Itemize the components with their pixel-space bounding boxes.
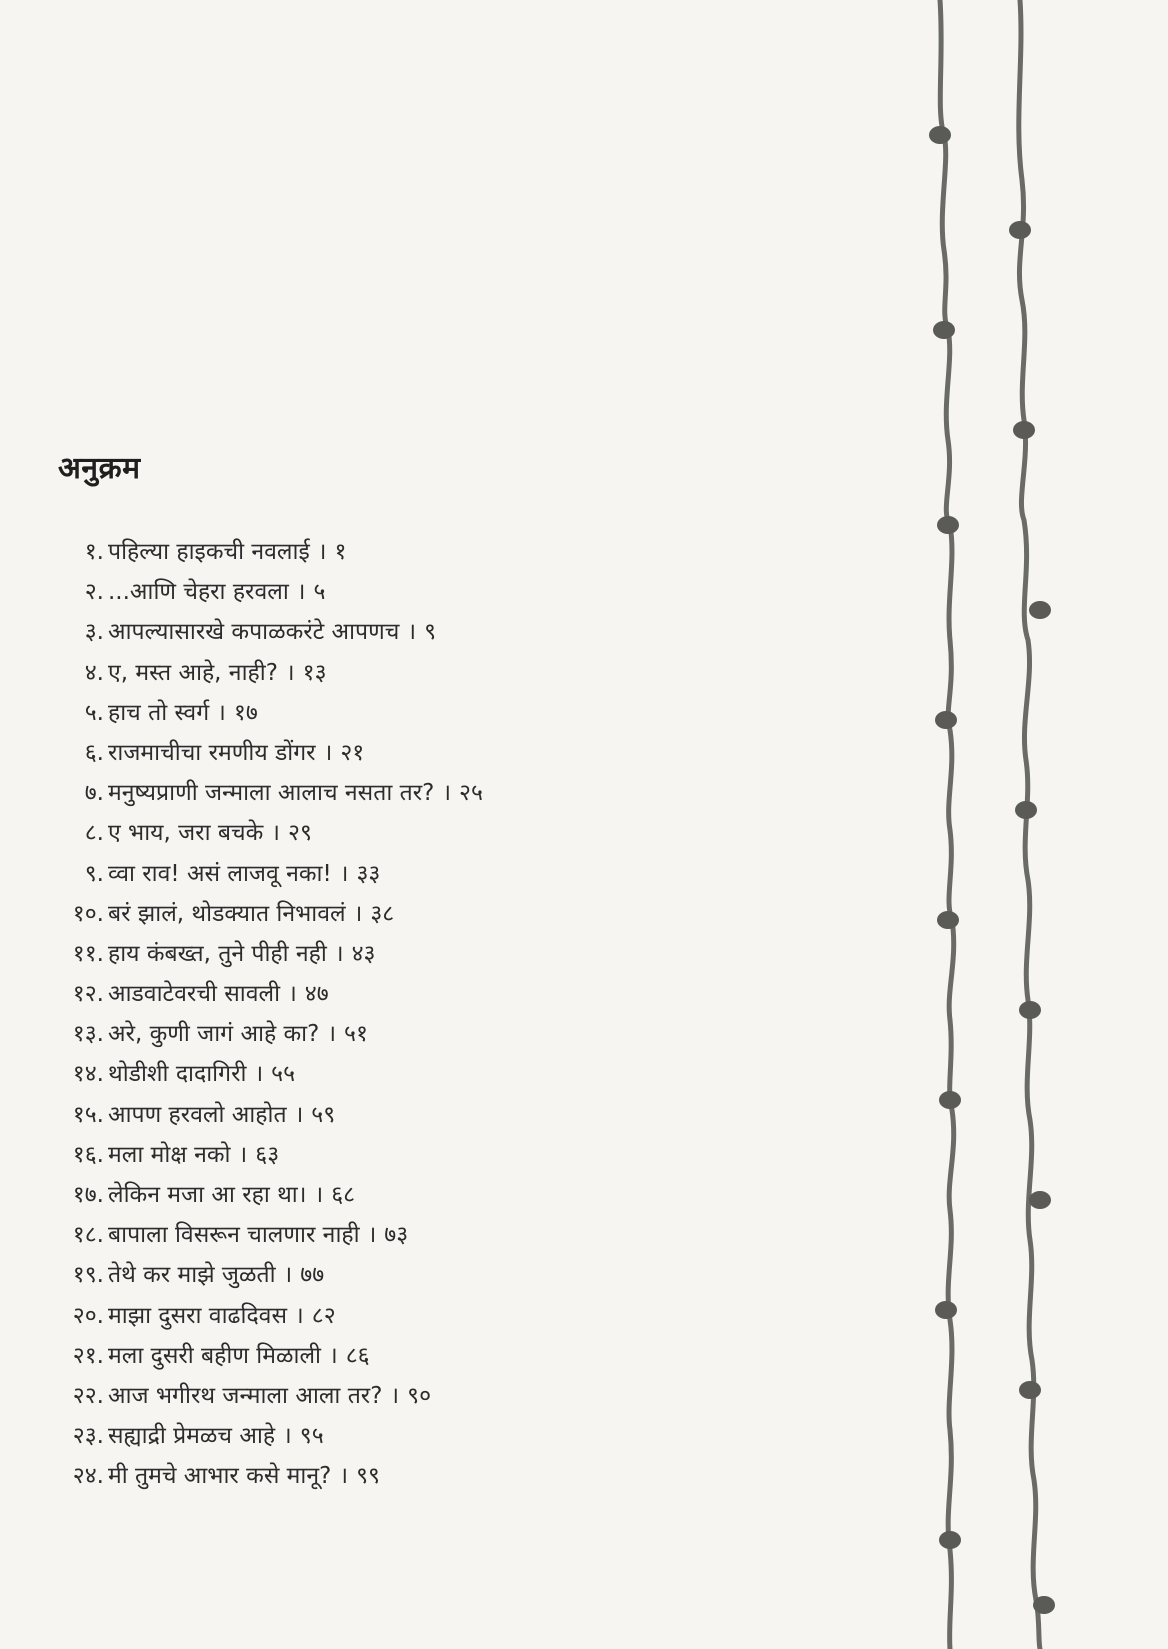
toc-entry: [52, 1014, 752, 1054]
entry-number: १.: [84, 539, 104, 565]
entry-separator: ।: [283, 1423, 292, 1450]
toc-entry: [52, 1456, 752, 1496]
entry-number: ३.: [84, 619, 104, 646]
toc-entry: [52, 1054, 752, 1094]
entry-number: १६.: [72, 1141, 104, 1168]
entry-number: ६.: [84, 739, 104, 766]
entry-page-number: ९९: [356, 1463, 380, 1490]
entry-separator: ।: [285, 659, 295, 686]
entry-number: २२.: [72, 1382, 104, 1409]
rope-knot: [1009, 221, 1031, 239]
rope-knot: [935, 711, 957, 729]
rope-knot: [1013, 421, 1035, 439]
toc-entry: [52, 653, 752, 693]
entry-page-number: ७३: [384, 1222, 409, 1249]
entry-page-number: ४७: [304, 981, 329, 1008]
entry-number: ९.: [84, 860, 104, 887]
rope-knot: [935, 1301, 957, 1319]
toc-entry: [52, 1175, 752, 1215]
entry-number: २४.: [72, 1463, 104, 1490]
entry-number: १०.: [72, 900, 104, 927]
entry-page-number: ५५: [271, 1061, 296, 1088]
entry-separator: ।: [238, 1141, 248, 1168]
entry-title: ए भाय, जरा बचके: [108, 820, 264, 847]
entry-separator: ।: [442, 780, 452, 807]
toc-entry: [52, 532, 752, 572]
entry-page-number: ३३: [356, 860, 381, 887]
rope-knot: [1033, 1596, 1055, 1614]
toc-entry: [52, 733, 752, 773]
toc-entry: [52, 1336, 752, 1376]
entry-number: २३.: [72, 1423, 104, 1450]
entry-title: पहिल्या हाइकची नवलाई: [108, 539, 310, 565]
entry-page-number: ५१: [344, 1021, 368, 1048]
toc-entry: [52, 572, 752, 612]
toc-entry: [52, 1296, 752, 1336]
rope-knot: [939, 1531, 961, 1549]
entry-title: हाच तो स्वर्ग: [108, 699, 210, 726]
rope-knot: [1019, 1001, 1041, 1019]
entry-separator: ।: [339, 1463, 349, 1490]
toc-entry: [52, 1135, 752, 1175]
toc-entry: [52, 612, 752, 652]
entry-page-number: ६८: [331, 1182, 356, 1208]
entry-separator: ।: [327, 1021, 337, 1048]
entry-title: मी तुमचे आभार कसे मानू?: [108, 1463, 332, 1490]
entry-page-number: २९: [287, 820, 312, 847]
rope-knot: [1019, 1381, 1041, 1399]
entry-number: २१.: [72, 1342, 104, 1369]
entry-title: तेथे कर माझे जुळती: [108, 1262, 276, 1289]
entry-separator: ।: [353, 900, 363, 927]
entry-title: ए, मस्त आहे, नाही?: [108, 659, 278, 686]
toc-entry: [52, 1255, 752, 1295]
entry-page-number: ९०: [407, 1382, 432, 1409]
toc-entry: [52, 1376, 752, 1416]
entry-page-number: ५९: [311, 1101, 336, 1128]
toc-entry: [52, 773, 752, 813]
entry-number: १२.: [72, 981, 104, 1008]
entry-page-number: १३: [302, 659, 327, 686]
entry-title: हाय कंबख्त, तुने पीही नही: [108, 940, 327, 967]
entry-number: १५.: [72, 1101, 104, 1128]
entry-separator: ।: [314, 1182, 324, 1208]
entry-number: १९.: [72, 1262, 104, 1289]
entry-page-number: ६३: [255, 1141, 280, 1168]
toc-entry: [52, 1416, 752, 1456]
entry-title: बरं झालं, थोडक्यात निभावलं: [108, 900, 346, 927]
rope-knot: [1029, 601, 1051, 619]
entry-page-number: २१: [340, 739, 365, 766]
entry-separator: ।: [271, 820, 280, 847]
entry-separator: ।: [317, 539, 327, 565]
entry-number: १७.: [72, 1182, 104, 1208]
toc-entry: [52, 1095, 752, 1135]
entry-separator: ।: [296, 579, 306, 606]
entry-number: ८.: [84, 820, 104, 847]
rope-knot: [1029, 1191, 1051, 1209]
entry-page-number: १७: [233, 699, 258, 726]
entry-separator: ।: [323, 739, 333, 766]
entry-separator: ।: [295, 1302, 304, 1329]
entry-page-number: ९: [424, 619, 437, 646]
entry-title: मला दुसरी बहीण मिळाली: [108, 1342, 321, 1369]
toc-entry: [52, 934, 752, 974]
entry-separator: ।: [254, 1061, 264, 1088]
entry-number: १४.: [72, 1061, 104, 1088]
entry-number: ५.: [84, 699, 104, 726]
entry-page-number: २५: [459, 780, 483, 807]
entry-title: आपण हरवलो आहोत: [108, 1101, 287, 1128]
entry-title: व्वा राव! असं लाजवू नका!: [108, 860, 332, 887]
toc-entry: [52, 894, 752, 934]
entry-title: थोडीशी दादागिरी: [108, 1061, 247, 1088]
entry-separator: ।: [339, 860, 349, 887]
table-of-contents: [52, 532, 752, 1497]
right-rope: [1019, 0, 1040, 1649]
entry-title: माझा दुसरा वाढदिवस: [108, 1302, 288, 1329]
entry-page-number: ४३: [351, 940, 376, 967]
entry-separator: ।: [407, 619, 417, 646]
entry-title: अरे, कुणी जागं आहे का?: [108, 1021, 320, 1048]
entry-page-number: ८६: [345, 1342, 370, 1369]
entry-title: बापाला विसरून चालणार नाही: [108, 1222, 360, 1249]
entry-number: ११.: [72, 940, 104, 967]
entry-title: लेकिन मजा आ रहा था।: [108, 1182, 307, 1208]
entry-title: आज भगीरथ जन्माला आला तर?: [108, 1382, 383, 1409]
entry-separator: ।: [367, 1222, 377, 1249]
entry-page-number: १: [334, 539, 347, 565]
entry-separator: ।: [283, 1262, 293, 1289]
toc-entry: [52, 1215, 752, 1255]
entry-title: मनुष्यप्राणी जन्माला आलाच नसता तर?: [108, 780, 435, 807]
entry-page-number: ५: [313, 579, 326, 606]
entry-page-number: ७७: [300, 1262, 325, 1289]
entry-number: २०.: [72, 1302, 104, 1329]
entry-number: ७.: [84, 780, 104, 807]
entry-number: १८.: [72, 1222, 104, 1249]
rope-knot: [937, 911, 959, 929]
entry-separator: ।: [294, 1101, 304, 1128]
entry-title: मला मोक्ष नको: [108, 1141, 231, 1168]
toc-entry: [52, 974, 752, 1014]
left-rope: [940, 0, 954, 1649]
entry-number: २.: [84, 579, 104, 606]
entry-separator: ।: [334, 940, 344, 967]
entry-title: ...आणि चेहरा हरवला: [108, 579, 289, 606]
toc-entry: [52, 693, 752, 733]
entry-title: राजमाचीचा रमणीय डोंगर: [108, 739, 316, 766]
entry-page-number: ८२: [311, 1302, 336, 1329]
entry-separator: ।: [217, 699, 226, 726]
entry-page-number: ३८: [370, 900, 395, 927]
rope-knot: [939, 1091, 961, 1109]
toc-entry: [52, 854, 752, 894]
rope-knot: [937, 516, 959, 534]
entry-title: आडवाटेवरची सावली: [108, 981, 281, 1008]
entry-separator: ।: [288, 981, 297, 1008]
toc-entry: [52, 813, 752, 853]
rope-knot: [929, 126, 951, 144]
entry-separator: ।: [390, 1382, 400, 1409]
rope-knot: [1015, 801, 1037, 819]
entry-page-number: ९५: [299, 1423, 324, 1450]
entry-separator: ।: [329, 1342, 338, 1369]
entry-number: ४.: [84, 659, 104, 686]
rope-knot: [933, 321, 955, 339]
contents-heading: अनुक्रम: [58, 451, 141, 486]
entry-title: सह्याद्री प्रेमळच आहे: [108, 1423, 276, 1450]
entry-number: १३.: [72, 1021, 104, 1048]
entry-title: आपल्यासारखे कपाळकरंटे आपणच: [108, 619, 400, 646]
